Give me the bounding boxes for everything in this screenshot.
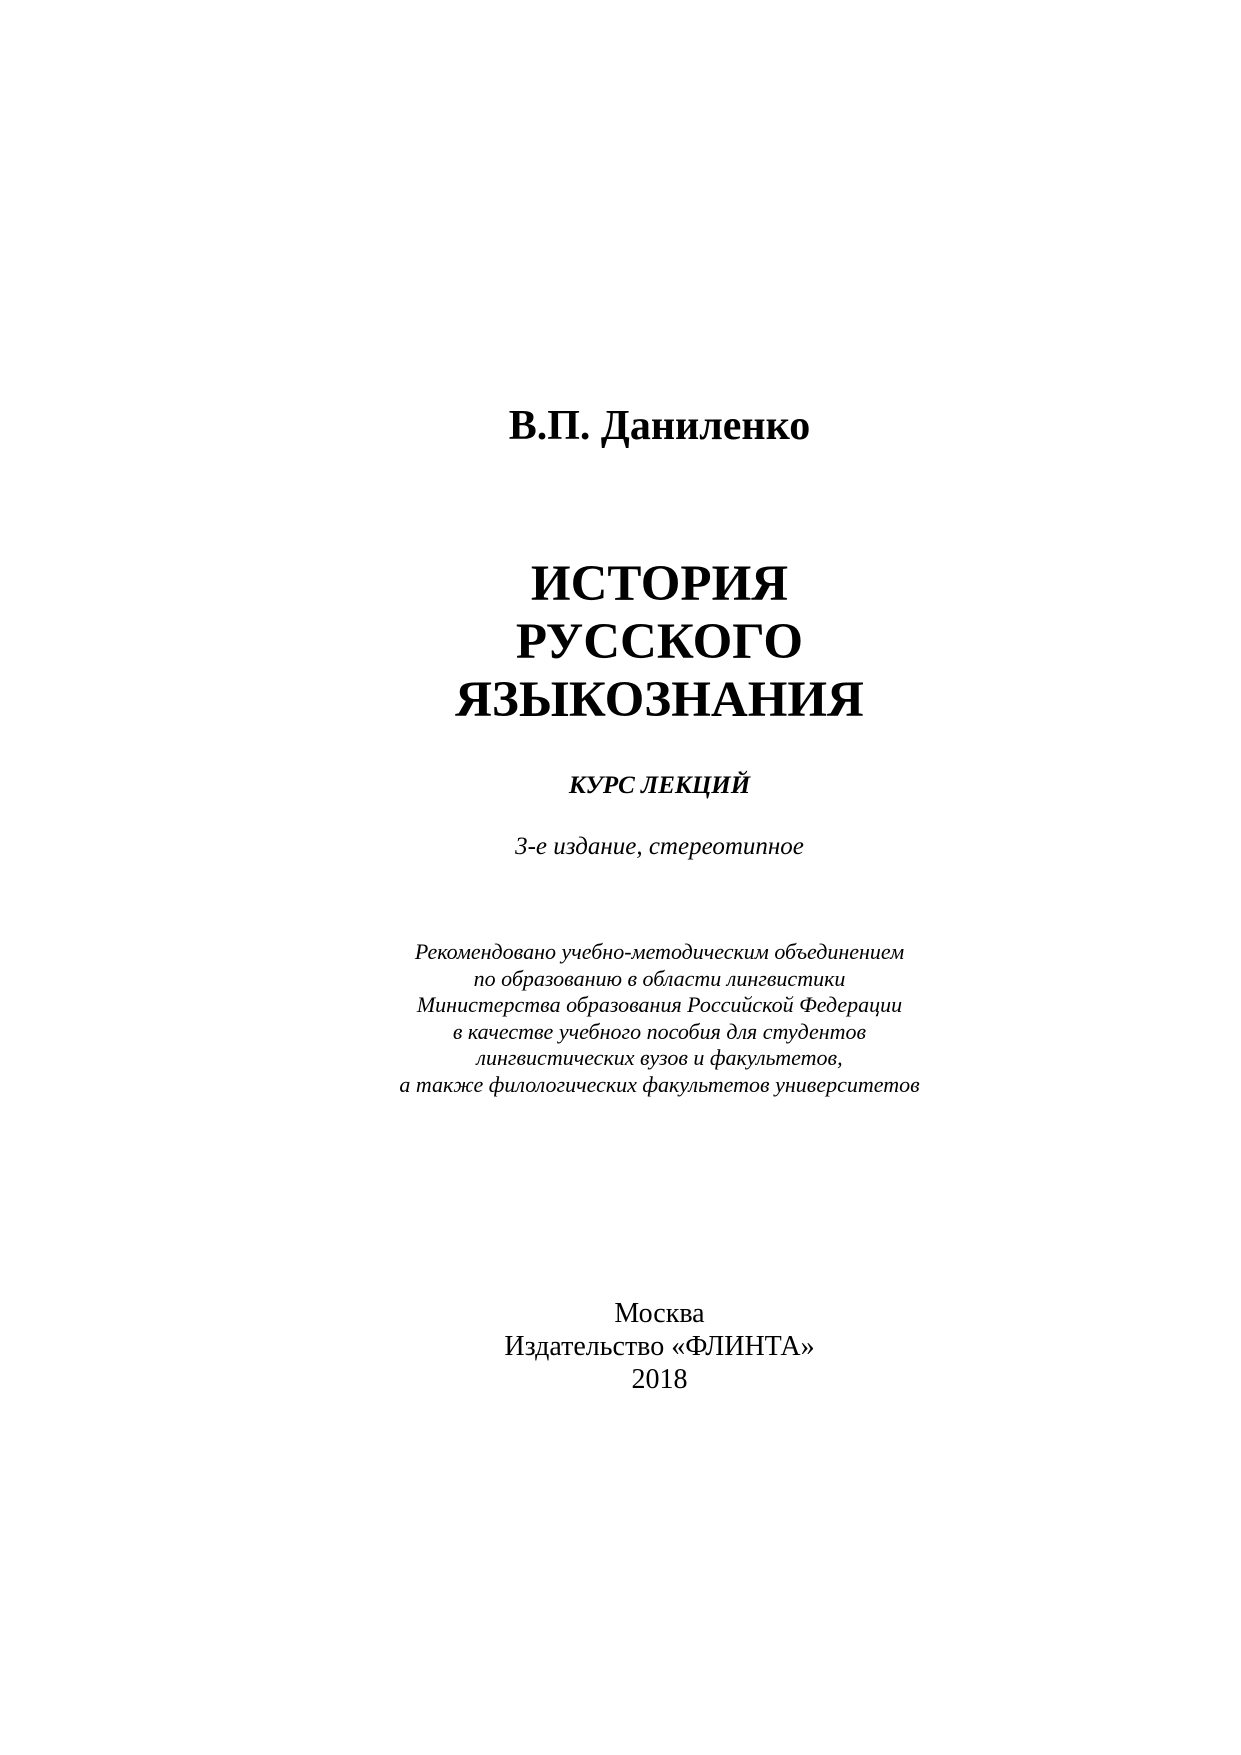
book-title — [0, 555, 1241, 729]
approval-line: а также филологических факультетов университетов — [399, 1071, 920, 1097]
book-subtitle: КУРС ЛЕКЦИЙ — [568, 772, 751, 799]
author-name: В.П. Даниленко — [508, 403, 811, 449]
edition-note: 3-е издание, стереотипное — [515, 833, 804, 860]
book-title-line: ЯЗЫКОЗНАНИЯ — [455, 672, 864, 728]
book-title-line: ИСТОРИЯ — [530, 556, 789, 612]
imprint — [0, 1297, 1241, 1396]
approval-line: Министерства образования Российской Федерации — [416, 992, 903, 1017]
approval-line: Рекомендовано учебно-методическим объединением — [414, 939, 905, 964]
approval-statement — [0, 939, 1241, 1098]
approval-line: лингвистических вузов и факультетов, — [476, 1045, 843, 1070]
imprint-city: Москва — [614, 1298, 705, 1329]
approval-line: по образованию в области лингвистики — [473, 965, 846, 991]
book-title-line: РУССКОГО — [515, 614, 804, 670]
approval-line: в качестве учебного пособия для студентов — [452, 1018, 867, 1044]
imprint-publisher: Издательство «ФЛИНТА» — [504, 1331, 815, 1362]
imprint-year: 2018 — [631, 1364, 688, 1395]
